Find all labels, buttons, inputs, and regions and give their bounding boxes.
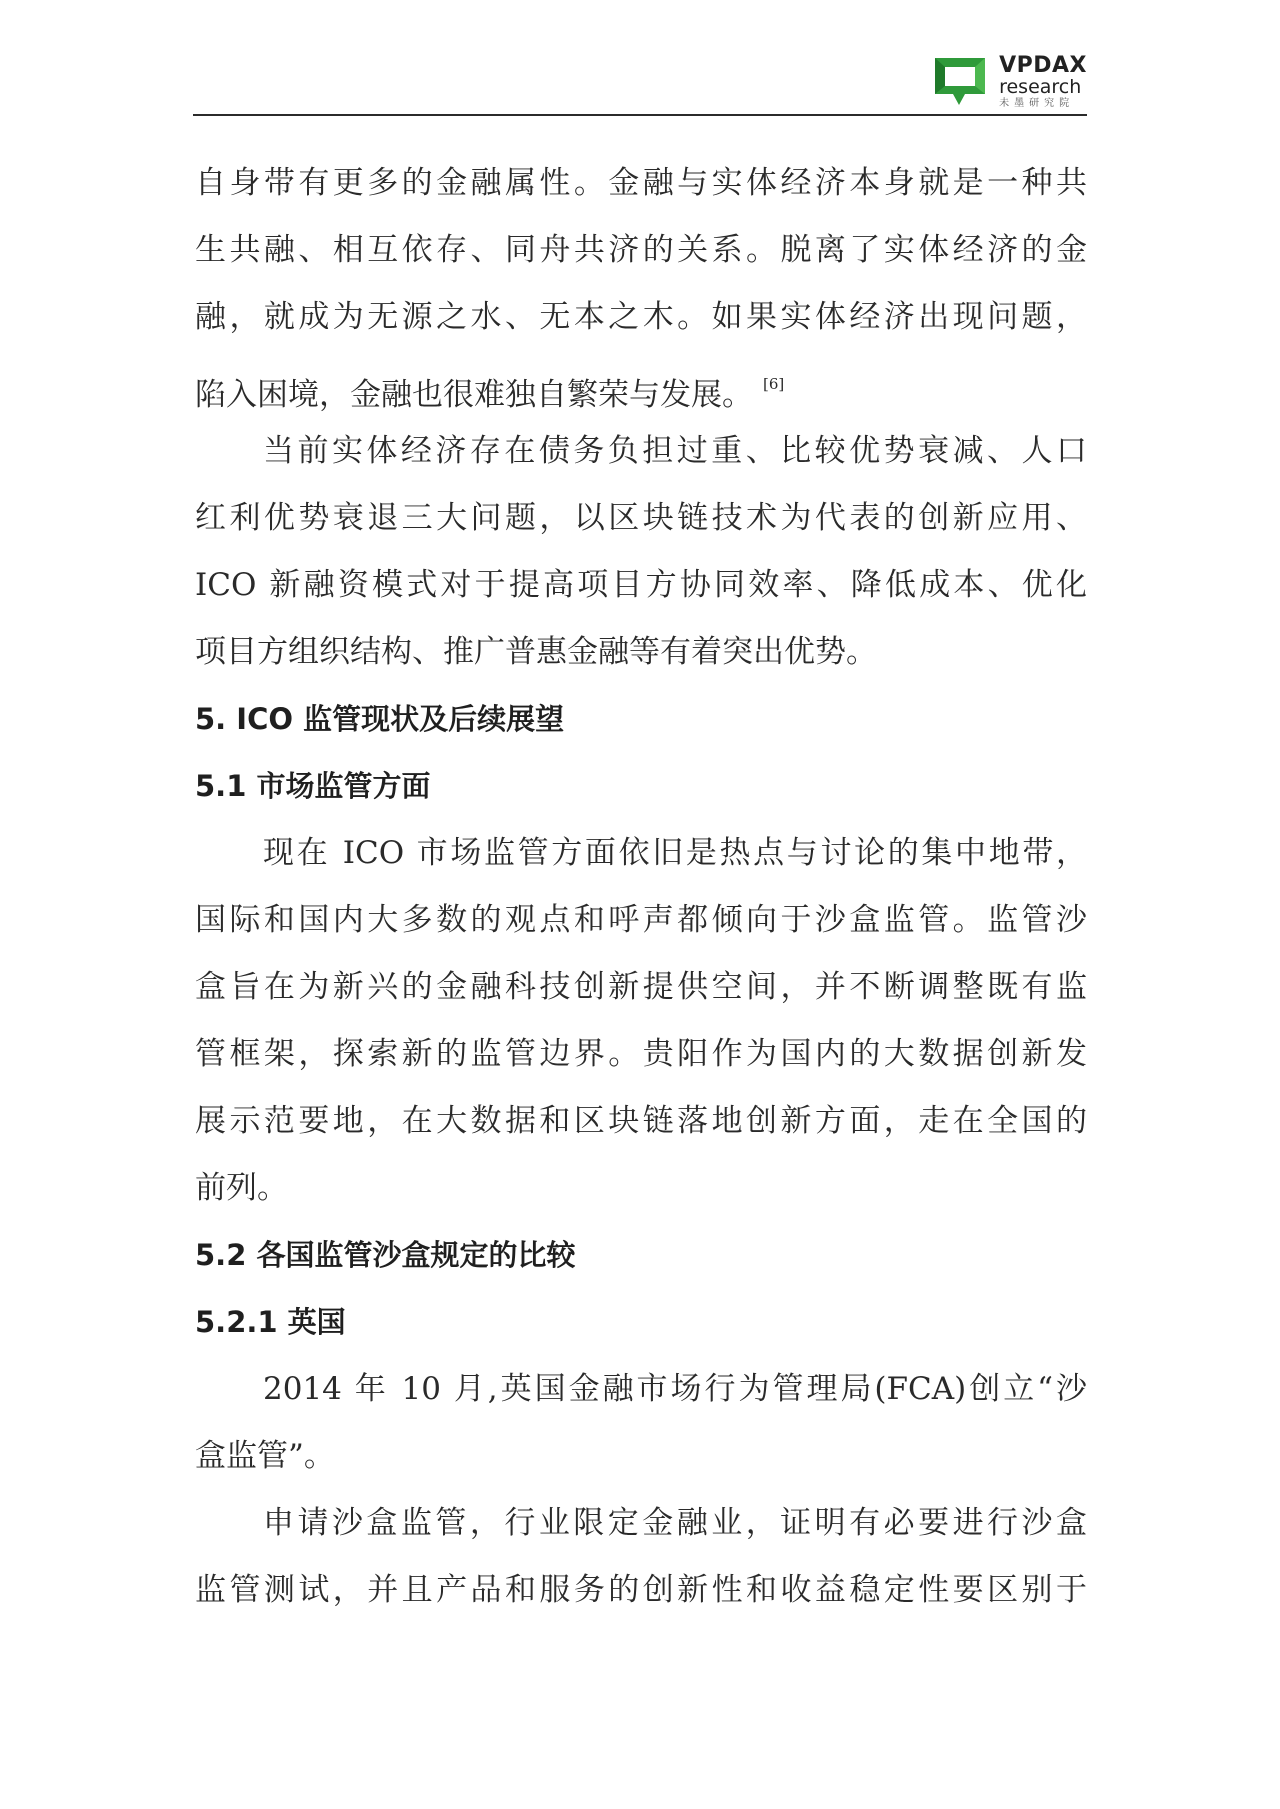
- section-heading: [195, 1222, 1087, 1289]
- section-heading: [195, 753, 1087, 820]
- speech-bubble-logo-icon: [929, 54, 991, 110]
- line-text: 盒旨在为新兴的金融科技创新提供空间，并不断调整既有监: [195, 969, 1087, 1005]
- line-text: 盒监管”。: [195, 1438, 335, 1474]
- section-heading: [195, 686, 1087, 753]
- line-text: 监管测试，并且产品和服务的创新性和收益稳定性要区别于: [195, 1572, 1087, 1608]
- document-body: [195, 150, 1087, 1624]
- line-text: 5.2.1 英国: [195, 1305, 346, 1339]
- line-text: 项目方组织结构、推广普惠金融等有着突出优势。: [195, 634, 877, 670]
- line-text: 管框架，探索新的监管边界。贵阳作为国内的大数据创新发: [195, 1036, 1087, 1072]
- paragraph-line: [195, 954, 1087, 1021]
- paragraph-line: [195, 1356, 1087, 1423]
- paragraph-line: [195, 284, 1087, 351]
- line-text: 申请沙盒监管，行业限定金融业，证明有必要进行沙盒: [263, 1505, 1087, 1541]
- paragraph-line: [195, 1021, 1087, 1088]
- line-text: 生共融、相互依存、同舟共济的关系。脱离了实体经济的金: [195, 232, 1087, 268]
- paragraph-line: [195, 887, 1087, 954]
- logo-chinese-text: 未墨研究院: [999, 98, 1075, 109]
- line-text: 5.1 市场监管方面: [195, 769, 431, 803]
- paragraph-line: [195, 552, 1087, 619]
- page-header: [193, 40, 1087, 116]
- line-text: 2014 年 10 月,英国金融市场行为管理局(FCA)创立“沙: [263, 1371, 1087, 1407]
- line-text: 融，就成为无源之水、无本之木。如果实体经济出现问题，: [195, 299, 1087, 335]
- paragraph-line: [195, 485, 1087, 552]
- line-text: 当前实体经济存在债务负担过重、比较优势衰减、人口: [263, 433, 1087, 469]
- paragraph-line: [195, 150, 1087, 217]
- line-text: 现在 ICO 市场监管方面依旧是热点与讨论的集中地带，: [263, 835, 1087, 871]
- line-text: 展示范要地，在大数据和区块链落地创新方面，走在全国的: [195, 1103, 1087, 1139]
- line-text: ICO 新融资模式对于提高项目方协同效率、降低成本、优化: [195, 567, 1087, 603]
- line-text: 前列。: [195, 1170, 288, 1206]
- logo-sub-text: research: [999, 76, 1082, 98]
- section-heading: [195, 1289, 1087, 1356]
- line-text: 国际和国内大多数的观点和呼声都倾向于沙盒监管。监管沙: [195, 902, 1087, 938]
- header-divider: [193, 114, 1087, 116]
- vpdax-research-logo: [929, 54, 1087, 110]
- line-text: 5. ICO 监管现状及后续展望: [195, 702, 565, 736]
- paragraph-line: [195, 217, 1087, 284]
- line-text: 陷入困境，金融也很难独自繁荣与发展。: [195, 377, 753, 413]
- line-text: 红利优势衰退三大问题，以区块链技术为代表的创新应用、: [195, 500, 1087, 536]
- paragraph-line: [195, 1155, 1087, 1222]
- line-text: 自身带有更多的金融属性。金融与实体经济本身就是一种共: [195, 165, 1087, 201]
- paragraph-line: [195, 418, 1087, 485]
- paragraph-line: [195, 1423, 1087, 1490]
- paragraph-line: [195, 820, 1087, 887]
- logo-brand-text: VPDAX: [999, 53, 1087, 78]
- paragraph-line: [195, 351, 1087, 418]
- paragraph-line: [195, 1088, 1087, 1155]
- paragraph-line: [195, 1490, 1087, 1557]
- paragraph-line: [195, 1557, 1087, 1624]
- paragraph-line: [195, 619, 1087, 686]
- line-text: 5.2 各国监管沙盒规定的比较: [195, 1238, 576, 1272]
- citation-marker: [6]: [763, 375, 785, 393]
